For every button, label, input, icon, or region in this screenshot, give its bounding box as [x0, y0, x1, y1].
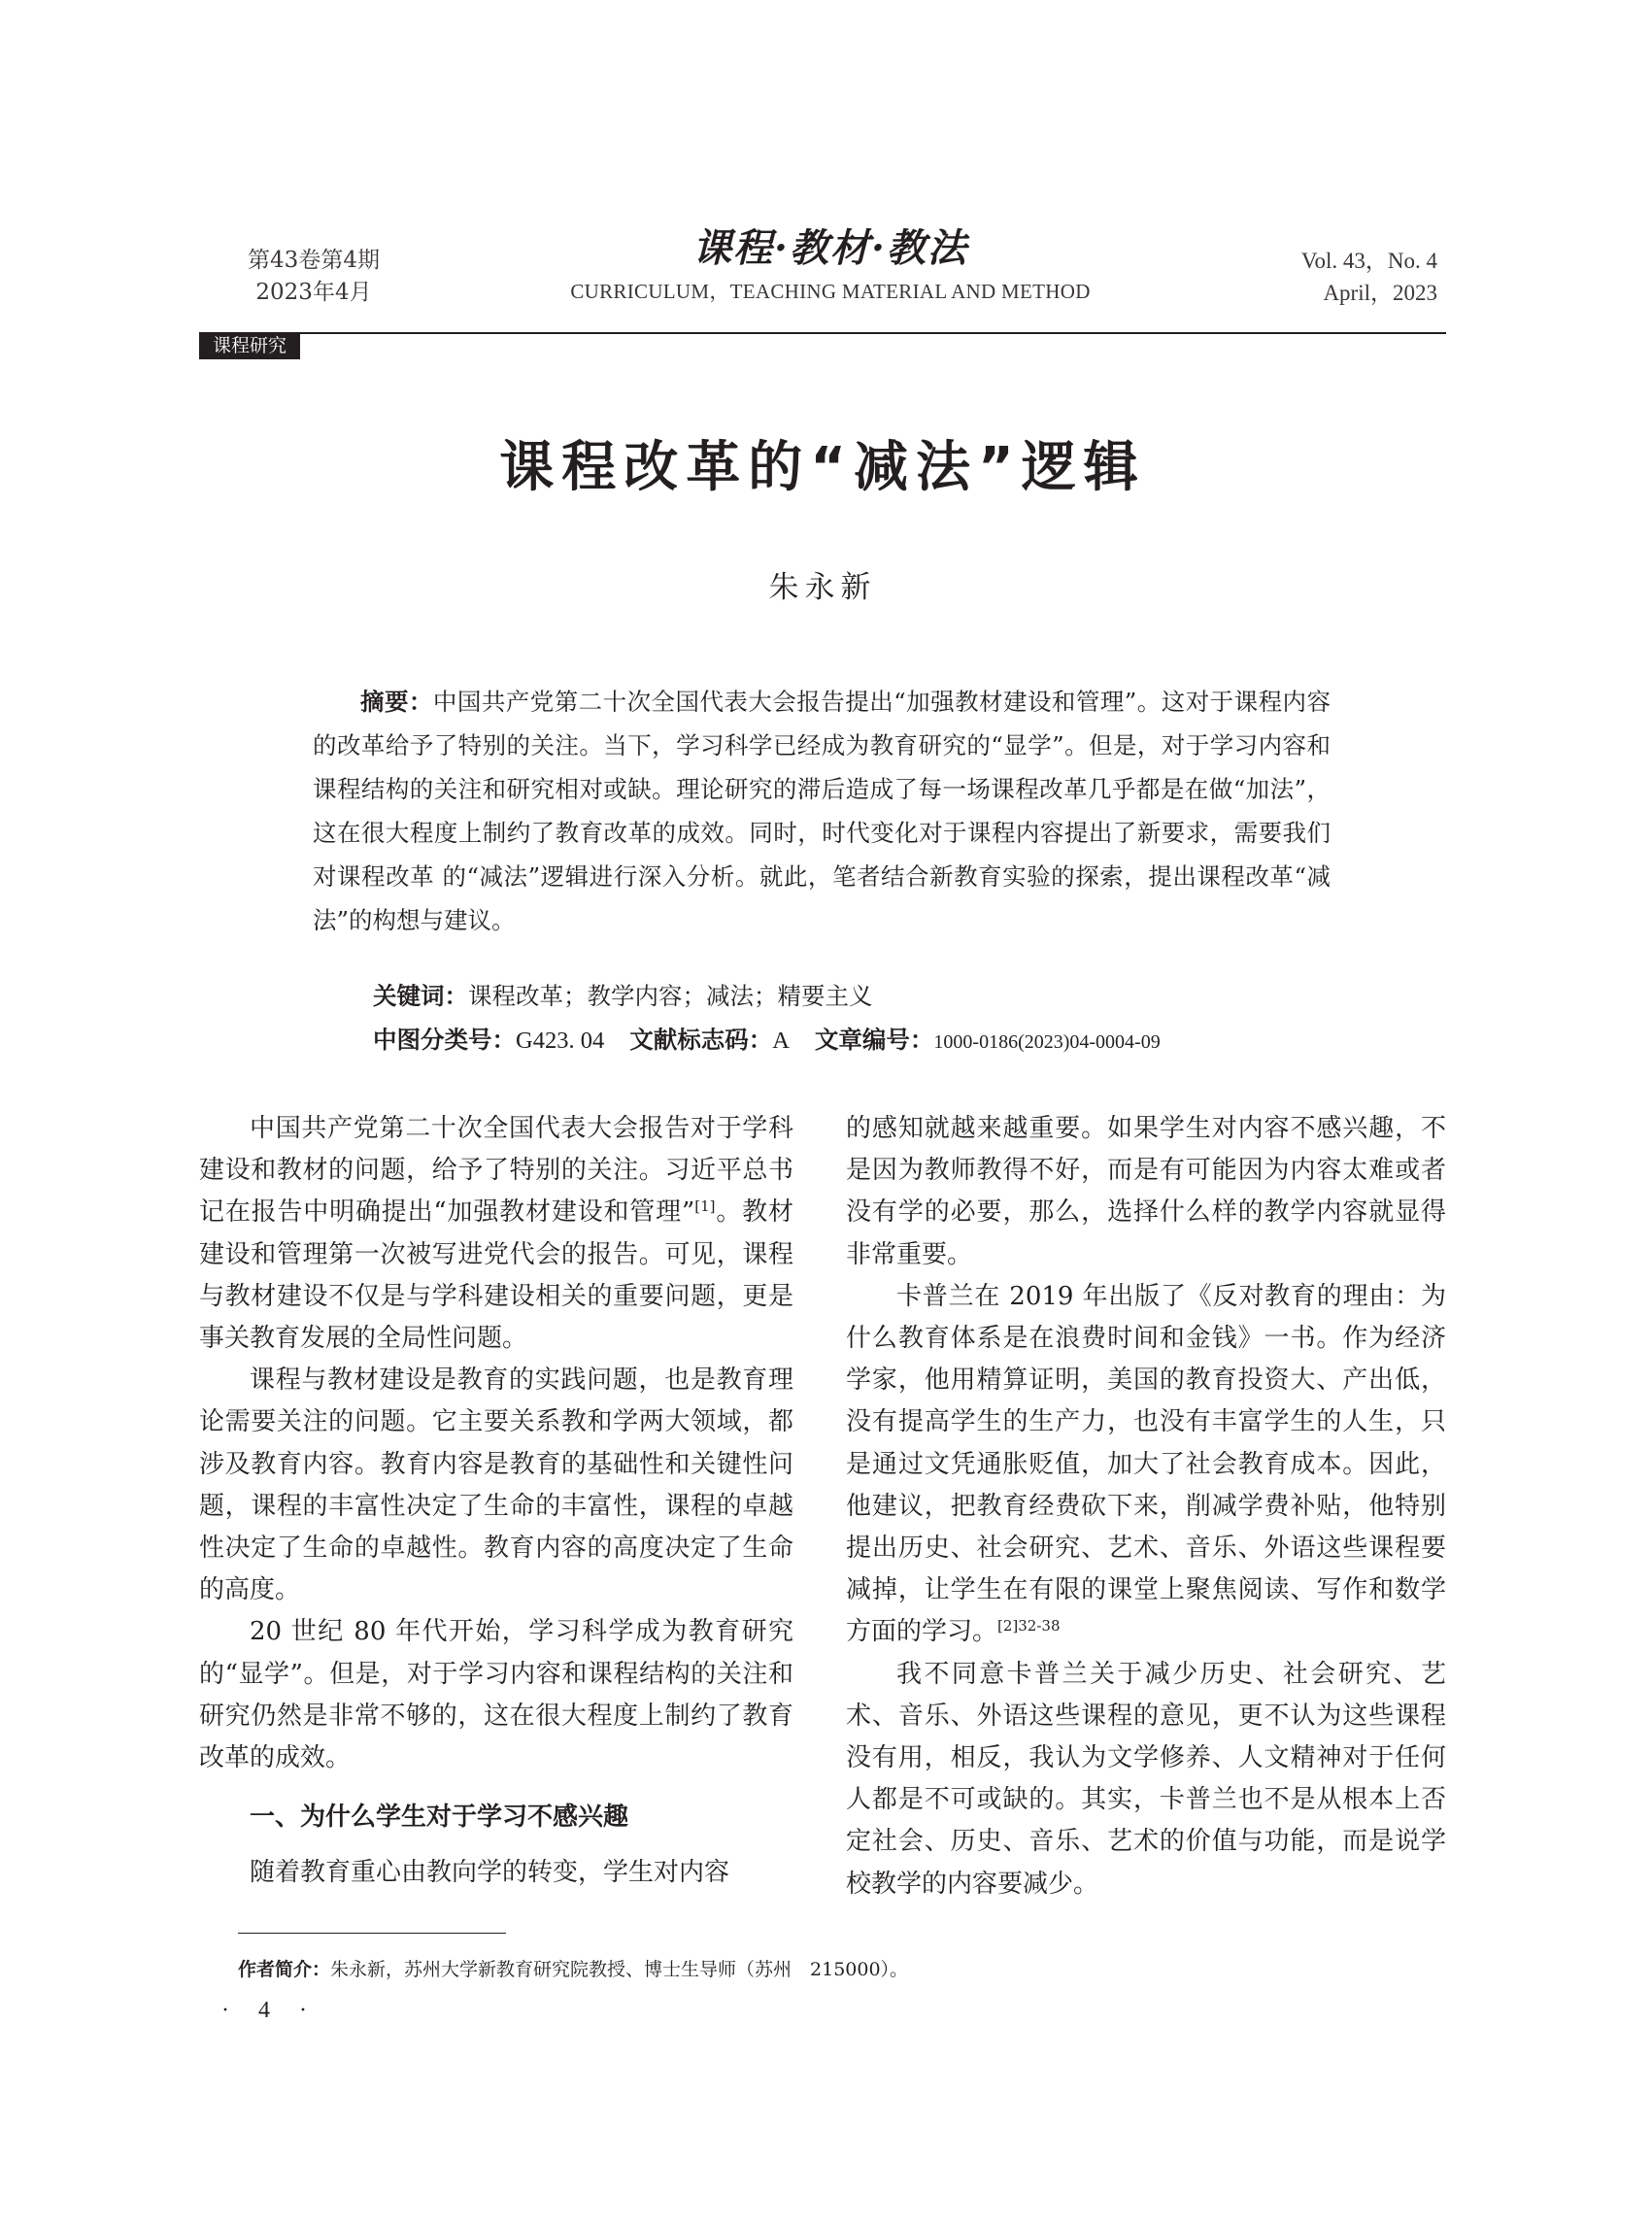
- body-column-left: [199, 1108, 793, 1895]
- footnote-text: 朱永新，苏州大学新教育研究院教授、博士生导师（苏州 215000）。: [330, 1959, 909, 1980]
- journal-name-en: CURRICULUM，TEACHING MATERIAL AND METHOD: [570, 280, 1091, 303]
- abstract: [313, 680, 1331, 942]
- citation-ref: [1]: [694, 1197, 716, 1216]
- issue-info-en: [1243, 245, 1437, 309]
- article-no-label: 文章编号：: [814, 1026, 934, 1054]
- issue-info-cn: [231, 245, 396, 309]
- clc-value: G423. 04: [516, 1028, 605, 1054]
- keywords-label: 关键词：: [373, 982, 468, 1010]
- article-no-value: 1000-0186(2023)04-0004-09: [933, 1031, 1161, 1053]
- body-paragraph: 卡普兰在 2019 年出版了《反对教育的理由：为什么教育体系是在浪费时间和金钱》一书。作为经济学家，他用精算证明，美国的教育投资大、产出低，没有提高学生的生产力，也没有丰富学生的人生，只是通过文凭通胀贬值，加大了社会教育成本。因此，他建议，把教育经费砍下来，削减学费补贴，他特别提出历史、社会研究、艺术、音乐、外语这些课程要减掉，让学生在有限的课堂上聚焦阅读、写作和数学方面的学习。$^{[2]32-38}$: [846, 1281, 1446, 1647]
- keywords-text: 课程改革；教学内容；减法；精要主义: [468, 982, 873, 1010]
- body-paragraph: 我不同意卡普兰关于减少历史、社会研究、艺术、音乐、外语这些课程的意见，更不认为这些课程没有用，相反，我认为文学修养、人文精神对于任何人都是不可或缺的。其实，卡普兰也不是从根本上否定社会、历史、音乐、艺术的价值与功能，而是说学校教学的内容要减少。: [846, 1659, 1446, 1899]
- citation-ref: [2]32-38: [997, 1617, 1061, 1635]
- clc-label: 中图分类号：: [373, 1026, 516, 1054]
- issue-number-cn: 第43卷第4期: [248, 248, 380, 273]
- footnote-label: 作者简介：: [238, 1959, 331, 1980]
- issue-date-en: April，2023: [1323, 281, 1437, 305]
- author-footnote: [238, 1955, 1446, 1984]
- issue-date-cn: 2023年4月: [255, 280, 372, 305]
- issue-number-en: Vol. 43，No. 4: [1300, 249, 1437, 273]
- classification-line: [373, 1018, 1393, 1064]
- header-rule: [199, 332, 1446, 334]
- journal-masthead: [515, 225, 1146, 305]
- keywords: [373, 974, 1344, 1018]
- body-column-right: [846, 1108, 1446, 1905]
- abstract-text: 中国共产党第二十次全国代表大会报告提出“加强教材建设和管理”。这对于课程内容的改革给予了特别的关注。当下，学习科学已经成为教育研究的“显学”。但是，对于学习内容和课程结构的关注和研究相对或缺。理论研究的滞后造成了每一场课程改革几乎都是在做“加法”，这在很大程度上制约了教育改革的成效。同时，时代变化对于课程内容提出了新要求，需要我们对课程改革 的“减法”逻辑进行深入分析。就此，笔者结合新教育实验的探索，提出课程改革“减法”的构想与建议。: [313, 688, 1332, 934]
- article-title: 课程改革的“减法”逻辑: [499, 436, 1146, 499]
- footnote-rule: [238, 1933, 506, 1934]
- body-paragraph: 随着教育重心由教向学的转变，学生对内容: [250, 1858, 730, 1888]
- body-paragraph: 中国共产党第二十次全国代表大会报告对于学科建设和教材的问题，给予了特别的关注。习近平总书记在报告中明确提出“加强教材建设和管理”[1]。教材建设和管理第一次被写进党代会的报告。可见，课程与教材建设不仅是与学科建设相关的重要问题，更是事关教育发展的全局性问题。: [199, 1114, 793, 1354]
- section-heading: 一、为什么学生对于学习不感兴趣: [250, 1803, 629, 1833]
- article-author: 朱永新: [768, 570, 877, 605]
- section-tag: 课程研究: [199, 333, 300, 359]
- body-paragraph: 20 世纪 80 年代开始，学习科学成为教育研究的“显学”。但是，对于学习内容和课程结构的关注和研究仍然是非常不够的，这在很大程度上制约了教育改革的成效。: [199, 1617, 793, 1773]
- body-paragraph: 课程与教材建设是教育的实践问题，也是教育理论需要关注的问题。它主要关系教和学两大领域，都涉及教育内容。教育内容是教育的基础性和关键性问题，课程的丰富性决定了生命的丰富性，课程的卓越性决定了生命的卓越性。教育内容的高度决定了生命的高度。: [199, 1365, 793, 1605]
- body-paragraph: 的感知就越来越重要。如果学生对内容不感兴趣，不是因为教师教得不好，而是有可能因为内容太难或者没有学的必要，那么，选择什么样的教学内容就显得非常重要。: [846, 1114, 1446, 1269]
- abstract-label: 摘要：: [360, 688, 433, 716]
- journal-name-cn: 课程·教材·教法: [692, 225, 968, 271]
- doc-code-value: A: [772, 1028, 790, 1054]
- doc-code-label: 文献标志码：: [629, 1026, 773, 1054]
- page-number: · 4 ·: [221, 1998, 319, 2023]
